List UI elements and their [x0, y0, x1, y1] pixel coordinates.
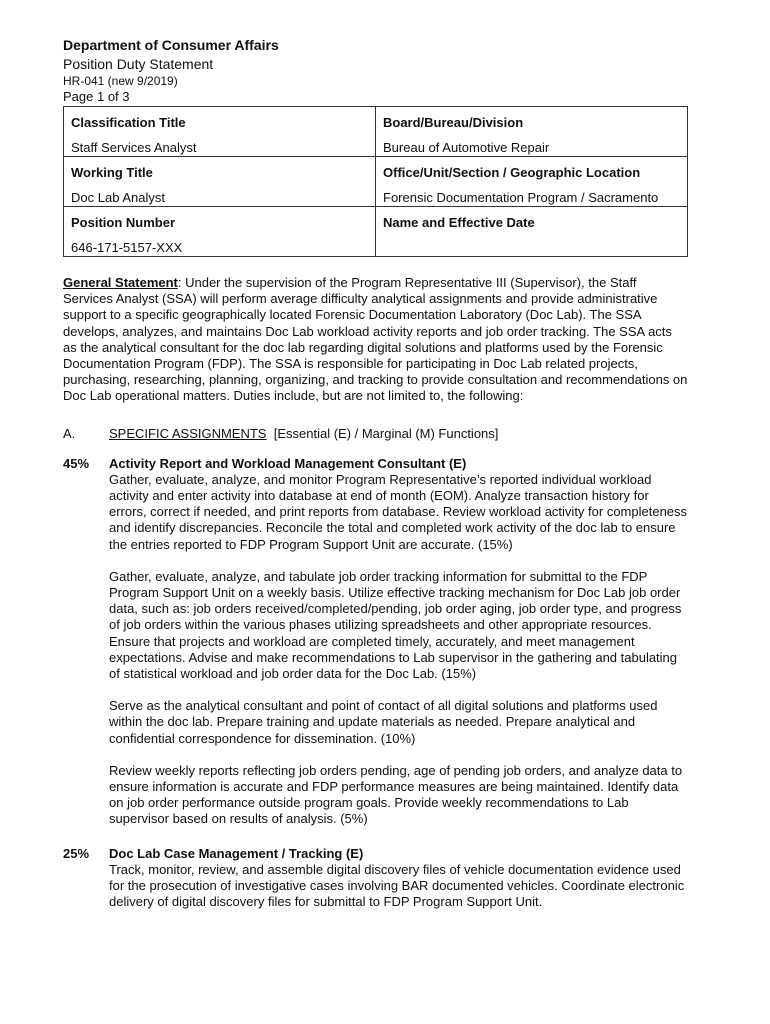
general-statement-text: : Under the supervision of the Program Representative III (Supervisor), the Staff Services Analyst (SSA) will perform average difficulty analytical assignments and provide administrative support to a specific geographically located Forensic Documentation Laboratory (Doc Lab). The SSA develops, analyzes, and maintains Doc Lab workload activity reports and job order tracking. The SSA acts as the analytical consultant for the doc lab regarding digital solutions and platforms used by the Forensic Documentation Program (FDP). The SSA is responsible for participating in Doc Lab related projects, purchasing, researching, planning, organizing, and tracking to provide consultation and recommendations on Doc Lab operational matters. Duties include, but are not limited to, the following:: [63, 275, 688, 404]
working-title-label: Working Title: [71, 165, 153, 180]
office-location-cell: [376, 157, 688, 207]
position-number-label: Position Number: [71, 215, 176, 230]
office-location-value: Forensic Documentation Program / Sacramento: [383, 190, 659, 205]
duty-item: [63, 456, 688, 828]
duty-paragraph: Track, monitor, review, and assemble digital discovery files of vehicle documentation evidence used for the prosecution of investigative cases involving BAR documented vehicles. Coordinate electronic delivery of digital discovery files for submittal to FDP Program Support Unit.: [109, 861, 685, 910]
duty-percent: 25%: [63, 845, 90, 861]
duty-percent: 45%: [63, 455, 90, 471]
working-title-value: Doc Lab Analyst: [71, 190, 165, 205]
board-bureau-division-cell: [376, 107, 688, 157]
form-number: HR-041 (new 9/2019): [63, 74, 178, 88]
position-number-cell: [64, 207, 376, 257]
name-effective-date-label: Name and Effective Date: [383, 215, 535, 230]
working-title-cell: [64, 157, 376, 207]
duty-title: Activity Report and Workload Management Consultant (E): [109, 455, 467, 471]
duty-item: [63, 846, 688, 911]
classification-title-cell: [64, 107, 376, 157]
section-letter: A.: [63, 425, 76, 441]
duty-title: Doc Lab Case Management / Tracking (E): [109, 845, 364, 861]
name-effective-date-cell: [376, 207, 688, 257]
duty-paragraph: Serve as the analytical consultant and point of contact of all digital solutions and platforms used within the doc lab. Prepare training and update materials as needed. Prepare analytical and confidential correspondence for dissemination. (10%): [109, 698, 658, 746]
position-info-table: [63, 106, 688, 257]
section-title: SPECIFIC ASSIGNMENTS: [109, 425, 267, 441]
classification-title-label: Classification Title: [71, 115, 186, 130]
board-bureau-division-label: Board/Bureau/Division: [383, 115, 524, 130]
document-page: [63, 36, 688, 911]
organization-name: Department of Consumer Affairs: [63, 37, 279, 53]
classification-title-value: Staff Services Analyst: [71, 140, 197, 155]
board-bureau-division-value: Bureau of Automotive Repair: [383, 140, 550, 155]
duty-paragraph: Review weekly reports reflecting job orders pending, age of pending job orders, and analyze data to ensure information is accurate and FDP performance measures are being maintained. Identify data on job order performance outside program goals. Provide weekly recommendations to Lab supervisor based on results of analysis. (5%): [109, 762, 683, 827]
duty-paragraph: Gather, evaluate, analyze, and tabulate job order tracking information for submittal to the FDP Program Support Unit on a weekly basis. Utilize effective tracking mechanism for Doc Lab job order data, such as: job orders received/completed/pending, job order aging, job order type, and progress of job orders within the various phases utilizing spreadsheets and other appropriate resources. Ensure that projects and workload are completed timely, accurately, and meet management expectations. Advise and make recommendations to Lab supervisor in the gathering and tabulating of statistical workload and job order data for the Doc Lab. (15%): [109, 568, 682, 682]
section-subtitle: [Essential (E) / Marginal (M) Functions]: [273, 425, 499, 441]
position-number-value: 646-171-5157-XXX: [71, 240, 183, 255]
office-location-label: Office/Unit/Section / Geographic Location: [383, 165, 641, 180]
general-statement: [63, 275, 688, 405]
section-a-heading: [63, 426, 688, 442]
duty-paragraph: Gather, evaluate, analyze, and monitor Program Representative’s reported individual workload activity and enter activity into database at end of month (EOM). Analyze transaction history for errors, correct if needed, and print reports from database. Review workload activity for completeness and identify discrepancies. Reconcile the total and completed work activity of the doc lab to ensure the entries reported to FDP Program Support Unit are accurate. (15%): [109, 471, 688, 552]
page-indicator: Page 1 of 3: [63, 89, 130, 104]
general-statement-label: General Statement: [63, 275, 178, 290]
document-title: Position Duty Statement: [63, 56, 214, 72]
